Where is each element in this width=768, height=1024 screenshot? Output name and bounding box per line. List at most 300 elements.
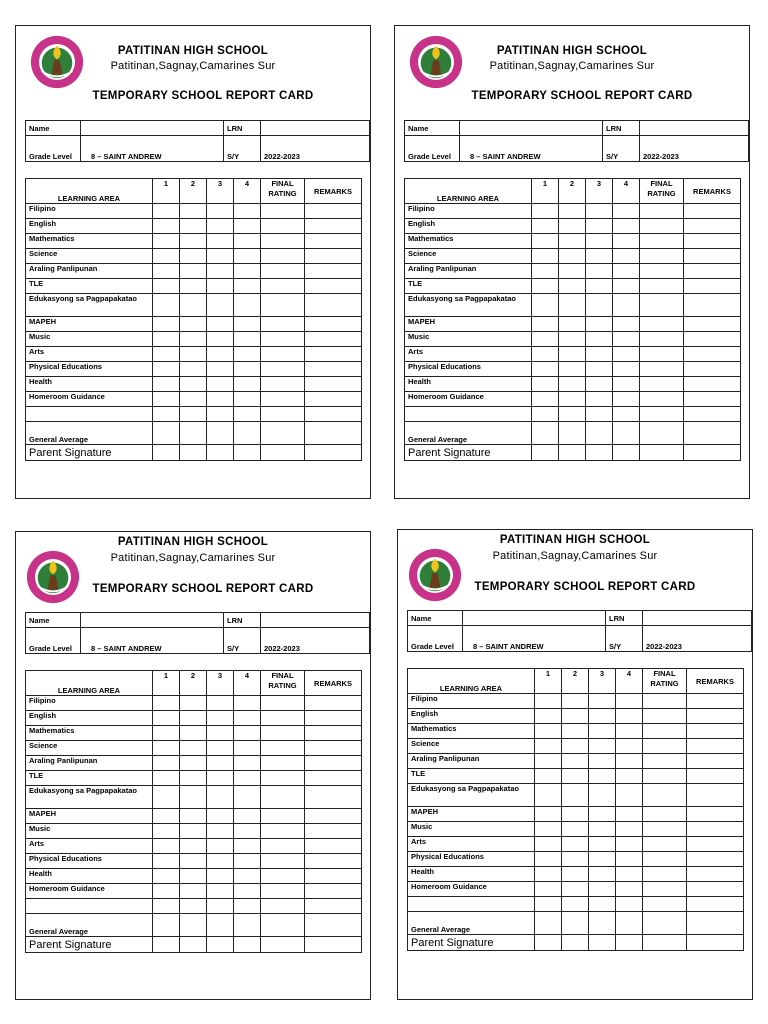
q1-grade-cell[interactable] [153, 445, 180, 461]
remarks-cell[interactable] [684, 294, 741, 317]
q1-grade-cell[interactable] [535, 784, 562, 807]
q1-grade-cell[interactable] [535, 882, 562, 897]
remarks-cell[interactable] [305, 824, 362, 839]
final-rating-cell[interactable] [640, 234, 684, 249]
q2-grade-cell[interactable] [180, 407, 207, 422]
remarks-cell[interactable] [305, 786, 362, 809]
q1-grade-cell[interactable] [532, 407, 559, 422]
q1-grade-cell[interactable] [532, 219, 559, 234]
q4-grade-cell[interactable] [234, 726, 261, 741]
q1-grade-cell[interactable] [153, 839, 180, 854]
remarks-cell[interactable] [305, 332, 362, 347]
q2-grade-cell[interactable] [180, 347, 207, 362]
q1-grade-cell[interactable] [535, 739, 562, 754]
q1-grade-cell[interactable] [153, 809, 180, 824]
remarks-cell[interactable] [305, 219, 362, 234]
q1-grade-cell[interactable] [153, 377, 180, 392]
q2-grade-cell[interactable] [180, 279, 207, 294]
remarks-cell[interactable] [684, 392, 741, 407]
final-rating-cell[interactable] [261, 839, 305, 854]
q2-grade-cell[interactable] [180, 294, 207, 317]
q3-grade-cell[interactable] [589, 912, 616, 935]
q3-grade-cell[interactable] [207, 726, 234, 741]
q4-grade-cell[interactable] [234, 711, 261, 726]
q2-grade-cell[interactable] [559, 377, 586, 392]
final-rating-cell[interactable] [261, 937, 305, 953]
q4-grade-cell[interactable] [234, 445, 261, 461]
q2-grade-cell[interactable] [180, 756, 207, 771]
q3-grade-cell[interactable] [589, 867, 616, 882]
final-rating-cell[interactable] [261, 884, 305, 899]
q4-grade-cell[interactable] [234, 377, 261, 392]
q3-grade-cell[interactable] [207, 824, 234, 839]
q2-grade-cell[interactable] [562, 769, 589, 784]
q4-grade-cell[interactable] [234, 204, 261, 219]
q2-grade-cell[interactable] [180, 809, 207, 824]
q2-grade-cell[interactable] [180, 914, 207, 937]
final-rating-cell[interactable] [261, 219, 305, 234]
q2-grade-cell[interactable] [559, 392, 586, 407]
q1-grade-cell[interactable] [153, 219, 180, 234]
q1-grade-cell[interactable] [153, 362, 180, 377]
final-rating-cell[interactable] [640, 264, 684, 279]
q3-grade-cell[interactable] [207, 741, 234, 756]
q3-grade-cell[interactable] [207, 884, 234, 899]
remarks-cell[interactable] [687, 852, 744, 867]
final-rating-cell[interactable] [640, 249, 684, 264]
remarks-cell[interactable] [687, 739, 744, 754]
q4-grade-cell[interactable] [234, 824, 261, 839]
q2-grade-cell[interactable] [180, 711, 207, 726]
final-rating-cell[interactable] [643, 807, 687, 822]
final-rating-cell[interactable] [261, 362, 305, 377]
q2-grade-cell[interactable] [180, 854, 207, 869]
q4-grade-cell[interactable] [234, 771, 261, 786]
name-field[interactable] [463, 611, 606, 626]
q3-grade-cell[interactable] [207, 696, 234, 711]
q3-grade-cell[interactable] [207, 711, 234, 726]
q2-grade-cell[interactable] [180, 786, 207, 809]
q2-grade-cell[interactable] [559, 422, 586, 445]
q4-grade-cell[interactable] [613, 422, 640, 445]
final-rating-cell[interactable] [640, 347, 684, 362]
q3-grade-cell[interactable] [586, 317, 613, 332]
q2-grade-cell[interactable] [562, 912, 589, 935]
q2-grade-cell[interactable] [559, 332, 586, 347]
q1-grade-cell[interactable] [535, 867, 562, 882]
remarks-cell[interactable] [687, 867, 744, 882]
final-rating-cell[interactable] [261, 711, 305, 726]
remarks-cell[interactable] [305, 377, 362, 392]
q1-grade-cell[interactable] [535, 694, 562, 709]
remarks-cell[interactable] [684, 204, 741, 219]
q3-grade-cell[interactable] [586, 219, 613, 234]
q1-grade-cell[interactable] [535, 769, 562, 784]
q4-grade-cell[interactable] [613, 234, 640, 249]
q4-grade-cell[interactable] [613, 362, 640, 377]
final-rating-cell[interactable] [261, 809, 305, 824]
q4-grade-cell[interactable] [234, 279, 261, 294]
final-rating-cell[interactable] [261, 914, 305, 937]
q1-grade-cell[interactable] [535, 807, 562, 822]
q3-grade-cell[interactable] [207, 264, 234, 279]
q4-grade-cell[interactable] [234, 914, 261, 937]
q2-grade-cell[interactable] [180, 771, 207, 786]
final-rating-cell[interactable] [261, 869, 305, 884]
q3-grade-cell[interactable] [586, 362, 613, 377]
q4-grade-cell[interactable] [234, 422, 261, 445]
q2-grade-cell[interactable] [180, 219, 207, 234]
remarks-cell[interactable] [687, 807, 744, 822]
q1-grade-cell[interactable] [532, 445, 559, 461]
q1-grade-cell[interactable] [153, 711, 180, 726]
q2-grade-cell[interactable] [562, 882, 589, 897]
q2-grade-cell[interactable] [559, 407, 586, 422]
q2-grade-cell[interactable] [559, 362, 586, 377]
final-rating-cell[interactable] [261, 422, 305, 445]
remarks-cell[interactable] [687, 769, 744, 784]
final-rating-cell[interactable] [261, 445, 305, 461]
final-rating-cell[interactable] [261, 279, 305, 294]
q3-grade-cell[interactable] [586, 204, 613, 219]
q3-grade-cell[interactable] [207, 786, 234, 809]
q4-grade-cell[interactable] [234, 756, 261, 771]
q4-grade-cell[interactable] [234, 854, 261, 869]
q3-grade-cell[interactable] [586, 445, 613, 461]
q2-grade-cell[interactable] [559, 317, 586, 332]
final-rating-cell[interactable] [643, 867, 687, 882]
q4-grade-cell[interactable] [234, 869, 261, 884]
q2-grade-cell[interactable] [562, 867, 589, 882]
q3-grade-cell[interactable] [586, 294, 613, 317]
q4-grade-cell[interactable] [613, 294, 640, 317]
q4-grade-cell[interactable] [613, 219, 640, 234]
q3-grade-cell[interactable] [207, 771, 234, 786]
final-rating-cell[interactable] [643, 694, 687, 709]
q1-grade-cell[interactable] [532, 204, 559, 219]
q1-grade-cell[interactable] [535, 912, 562, 935]
q4-grade-cell[interactable] [234, 332, 261, 347]
q3-grade-cell[interactable] [589, 754, 616, 769]
q3-grade-cell[interactable] [207, 422, 234, 445]
remarks-cell[interactable] [687, 709, 744, 724]
q1-grade-cell[interactable] [153, 914, 180, 937]
q3-grade-cell[interactable] [207, 249, 234, 264]
remarks-cell[interactable] [305, 741, 362, 756]
final-rating-cell[interactable] [261, 696, 305, 711]
final-rating-cell[interactable] [643, 912, 687, 935]
final-rating-cell[interactable] [261, 234, 305, 249]
remarks-cell[interactable] [687, 882, 744, 897]
final-rating-cell[interactable] [640, 422, 684, 445]
q4-grade-cell[interactable] [613, 392, 640, 407]
q4-grade-cell[interactable] [616, 897, 643, 912]
q3-grade-cell[interactable] [586, 347, 613, 362]
remarks-cell[interactable] [687, 935, 744, 951]
lrn-field[interactable] [261, 613, 370, 628]
q1-grade-cell[interactable] [532, 317, 559, 332]
q1-grade-cell[interactable] [532, 422, 559, 445]
final-rating-cell[interactable] [643, 709, 687, 724]
q4-grade-cell[interactable] [234, 317, 261, 332]
remarks-cell[interactable] [687, 694, 744, 709]
q4-grade-cell[interactable] [616, 709, 643, 724]
q4-grade-cell[interactable] [234, 741, 261, 756]
q1-grade-cell[interactable] [153, 234, 180, 249]
q1-grade-cell[interactable] [535, 852, 562, 867]
q3-grade-cell[interactable] [207, 392, 234, 407]
final-rating-cell[interactable] [261, 741, 305, 756]
remarks-cell[interactable] [687, 912, 744, 935]
q2-grade-cell[interactable] [180, 726, 207, 741]
q3-grade-cell[interactable] [207, 899, 234, 914]
final-rating-cell[interactable] [261, 854, 305, 869]
remarks-cell[interactable] [305, 771, 362, 786]
final-rating-cell[interactable] [643, 852, 687, 867]
q4-grade-cell[interactable] [616, 724, 643, 739]
q1-grade-cell[interactable] [532, 234, 559, 249]
q3-grade-cell[interactable] [589, 769, 616, 784]
q4-grade-cell[interactable] [613, 377, 640, 392]
q2-grade-cell[interactable] [562, 897, 589, 912]
q1-grade-cell[interactable] [535, 724, 562, 739]
q4-grade-cell[interactable] [613, 264, 640, 279]
q2-grade-cell[interactable] [562, 709, 589, 724]
q3-grade-cell[interactable] [207, 809, 234, 824]
final-rating-cell[interactable] [261, 204, 305, 219]
q2-grade-cell[interactable] [562, 739, 589, 754]
q2-grade-cell[interactable] [562, 935, 589, 951]
final-rating-cell[interactable] [640, 317, 684, 332]
q4-grade-cell[interactable] [616, 807, 643, 822]
q2-grade-cell[interactable] [180, 362, 207, 377]
q3-grade-cell[interactable] [586, 264, 613, 279]
q1-grade-cell[interactable] [153, 884, 180, 899]
q4-grade-cell[interactable] [234, 407, 261, 422]
q2-grade-cell[interactable] [559, 249, 586, 264]
q3-grade-cell[interactable] [586, 332, 613, 347]
q2-grade-cell[interactable] [180, 937, 207, 953]
remarks-cell[interactable] [684, 279, 741, 294]
q4-grade-cell[interactable] [234, 362, 261, 377]
q1-grade-cell[interactable] [532, 377, 559, 392]
remarks-cell[interactable] [305, 294, 362, 317]
q4-grade-cell[interactable] [234, 696, 261, 711]
remarks-cell[interactable] [305, 204, 362, 219]
q2-grade-cell[interactable] [180, 696, 207, 711]
q2-grade-cell[interactable] [180, 422, 207, 445]
q2-grade-cell[interactable] [180, 884, 207, 899]
q1-grade-cell[interactable] [153, 854, 180, 869]
remarks-cell[interactable] [684, 445, 741, 461]
q3-grade-cell[interactable] [586, 377, 613, 392]
q2-grade-cell[interactable] [180, 824, 207, 839]
q1-grade-cell[interactable] [153, 422, 180, 445]
q2-grade-cell[interactable] [180, 377, 207, 392]
final-rating-cell[interactable] [261, 332, 305, 347]
q4-grade-cell[interactable] [234, 219, 261, 234]
q1-grade-cell[interactable] [153, 756, 180, 771]
q3-grade-cell[interactable] [207, 219, 234, 234]
q1-grade-cell[interactable] [153, 771, 180, 786]
q1-grade-cell[interactable] [535, 709, 562, 724]
q4-grade-cell[interactable] [616, 739, 643, 754]
q1-grade-cell[interactable] [153, 726, 180, 741]
q3-grade-cell[interactable] [589, 694, 616, 709]
final-rating-cell[interactable] [640, 445, 684, 461]
q3-grade-cell[interactable] [207, 317, 234, 332]
q3-grade-cell[interactable] [207, 377, 234, 392]
final-rating-cell[interactable] [261, 771, 305, 786]
lrn-field[interactable] [643, 611, 752, 626]
q3-grade-cell[interactable] [207, 234, 234, 249]
remarks-cell[interactable] [305, 696, 362, 711]
remarks-cell[interactable] [305, 914, 362, 937]
final-rating-cell[interactable] [643, 739, 687, 754]
q2-grade-cell[interactable] [559, 234, 586, 249]
q4-grade-cell[interactable] [616, 852, 643, 867]
q3-grade-cell[interactable] [586, 422, 613, 445]
final-rating-cell[interactable] [261, 786, 305, 809]
remarks-cell[interactable] [687, 822, 744, 837]
q2-grade-cell[interactable] [559, 219, 586, 234]
q1-grade-cell[interactable] [153, 347, 180, 362]
final-rating-cell[interactable] [261, 824, 305, 839]
q2-grade-cell[interactable] [180, 317, 207, 332]
q2-grade-cell[interactable] [180, 204, 207, 219]
remarks-cell[interactable] [305, 884, 362, 899]
remarks-cell[interactable] [305, 445, 362, 461]
q4-grade-cell[interactable] [234, 937, 261, 953]
final-rating-cell[interactable] [640, 204, 684, 219]
q1-grade-cell[interactable] [153, 392, 180, 407]
remarks-cell[interactable] [305, 392, 362, 407]
q2-grade-cell[interactable] [180, 869, 207, 884]
q3-grade-cell[interactable] [586, 249, 613, 264]
q1-grade-cell[interactable] [535, 837, 562, 852]
q3-grade-cell[interactable] [589, 739, 616, 754]
q2-grade-cell[interactable] [180, 249, 207, 264]
q2-grade-cell[interactable] [562, 852, 589, 867]
name-field[interactable] [460, 121, 603, 136]
q1-grade-cell[interactable] [535, 897, 562, 912]
q4-grade-cell[interactable] [613, 347, 640, 362]
q1-grade-cell[interactable] [153, 869, 180, 884]
final-rating-cell[interactable] [640, 392, 684, 407]
q3-grade-cell[interactable] [207, 279, 234, 294]
q2-grade-cell[interactable] [180, 839, 207, 854]
q4-grade-cell[interactable] [234, 884, 261, 899]
remarks-cell[interactable] [684, 234, 741, 249]
q4-grade-cell[interactable] [234, 347, 261, 362]
q3-grade-cell[interactable] [586, 392, 613, 407]
q4-grade-cell[interactable] [234, 234, 261, 249]
lrn-field[interactable] [640, 121, 749, 136]
q1-grade-cell[interactable] [532, 294, 559, 317]
q2-grade-cell[interactable] [562, 754, 589, 769]
q1-grade-cell[interactable] [532, 332, 559, 347]
q3-grade-cell[interactable] [207, 839, 234, 854]
q1-grade-cell[interactable] [153, 899, 180, 914]
remarks-cell[interactable] [687, 784, 744, 807]
q2-grade-cell[interactable] [180, 264, 207, 279]
final-rating-cell[interactable] [261, 899, 305, 914]
q2-grade-cell[interactable] [180, 234, 207, 249]
q2-grade-cell[interactable] [559, 294, 586, 317]
final-rating-cell[interactable] [261, 249, 305, 264]
q3-grade-cell[interactable] [207, 854, 234, 869]
remarks-cell[interactable] [305, 347, 362, 362]
q3-grade-cell[interactable] [589, 882, 616, 897]
final-rating-cell[interactable] [643, 754, 687, 769]
q1-grade-cell[interactable] [532, 264, 559, 279]
q1-grade-cell[interactable] [532, 249, 559, 264]
q1-grade-cell[interactable] [153, 249, 180, 264]
q1-grade-cell[interactable] [153, 317, 180, 332]
q4-grade-cell[interactable] [616, 769, 643, 784]
final-rating-cell[interactable] [640, 377, 684, 392]
remarks-cell[interactable] [305, 234, 362, 249]
q1-grade-cell[interactable] [535, 935, 562, 951]
q3-grade-cell[interactable] [589, 837, 616, 852]
q3-grade-cell[interactable] [207, 362, 234, 377]
q3-grade-cell[interactable] [207, 869, 234, 884]
q1-grade-cell[interactable] [153, 264, 180, 279]
final-rating-cell[interactable] [640, 219, 684, 234]
q4-grade-cell[interactable] [616, 822, 643, 837]
final-rating-cell[interactable] [261, 294, 305, 317]
q4-grade-cell[interactable] [613, 332, 640, 347]
q3-grade-cell[interactable] [589, 724, 616, 739]
remarks-cell[interactable] [305, 756, 362, 771]
q3-grade-cell[interactable] [589, 935, 616, 951]
q3-grade-cell[interactable] [207, 204, 234, 219]
q4-grade-cell[interactable] [234, 839, 261, 854]
q2-grade-cell[interactable] [180, 445, 207, 461]
q4-grade-cell[interactable] [613, 407, 640, 422]
q2-grade-cell[interactable] [559, 279, 586, 294]
q4-grade-cell[interactable] [613, 204, 640, 219]
q4-grade-cell[interactable] [613, 445, 640, 461]
remarks-cell[interactable] [687, 897, 744, 912]
remarks-cell[interactable] [305, 362, 362, 377]
q3-grade-cell[interactable] [589, 852, 616, 867]
q3-grade-cell[interactable] [589, 897, 616, 912]
q2-grade-cell[interactable] [562, 822, 589, 837]
q4-grade-cell[interactable] [616, 837, 643, 852]
q3-grade-cell[interactable] [586, 279, 613, 294]
q4-grade-cell[interactable] [234, 249, 261, 264]
q3-grade-cell[interactable] [589, 822, 616, 837]
final-rating-cell[interactable] [261, 377, 305, 392]
final-rating-cell[interactable] [640, 279, 684, 294]
final-rating-cell[interactable] [640, 407, 684, 422]
q4-grade-cell[interactable] [616, 882, 643, 897]
q2-grade-cell[interactable] [562, 807, 589, 822]
remarks-cell[interactable] [305, 264, 362, 279]
remarks-cell[interactable] [305, 809, 362, 824]
q1-grade-cell[interactable] [153, 204, 180, 219]
q1-grade-cell[interactable] [532, 279, 559, 294]
final-rating-cell[interactable] [643, 935, 687, 951]
final-rating-cell[interactable] [640, 332, 684, 347]
final-rating-cell[interactable] [261, 726, 305, 741]
final-rating-cell[interactable] [643, 897, 687, 912]
q3-grade-cell[interactable] [589, 709, 616, 724]
remarks-cell[interactable] [684, 264, 741, 279]
remarks-cell[interactable] [305, 899, 362, 914]
final-rating-cell[interactable] [643, 769, 687, 784]
